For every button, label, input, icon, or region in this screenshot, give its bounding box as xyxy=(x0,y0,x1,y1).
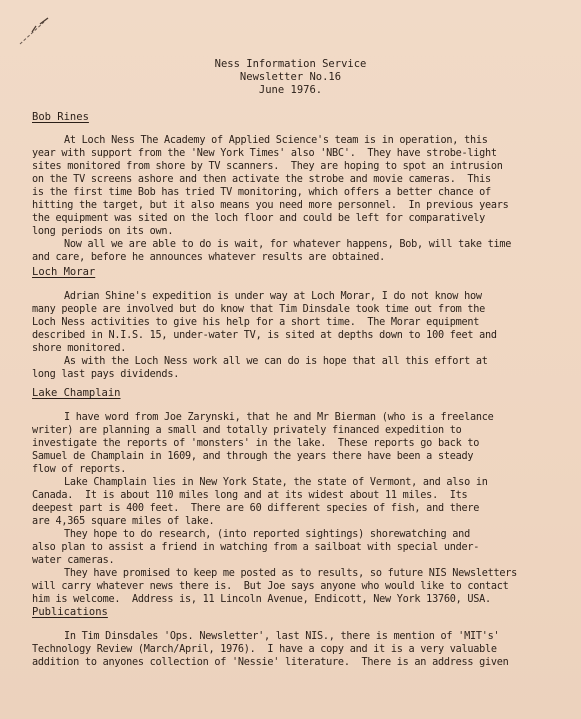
paragraph-line: Technology Review (March/April, 1976). I have a copy and it is a very valuable xyxy=(32,644,497,655)
paragraph-line: on the TV screens ashore and then activate the strobe and movie cameras. This xyxy=(32,174,491,185)
paragraph-line: long periods on its own. xyxy=(32,226,174,237)
masthead-date: June 1976. xyxy=(258,84,323,96)
paragraph-line: and care, before he announces whatever results are obtained. xyxy=(32,252,386,263)
section-heading-loch-morar: Loch Morar xyxy=(32,266,96,278)
paragraph-line: him is welcome. Address is, 11 Lincoln Avenue, Endicott, New York 13760, USA. xyxy=(32,594,491,605)
paragraph-line: Adrian Shine's expedition is under way at Loch Morar, I do not know how xyxy=(64,291,482,302)
paragraph-line: long last pays dividends. xyxy=(32,369,180,380)
paragraph-line: is the first time Bob has tried TV monitoring, which offers a better chance of xyxy=(32,187,491,198)
paragraph-line: are 4,365 square miles of lake. xyxy=(32,516,215,527)
paragraph-line: They have promised to keep me posted as to results, so future NIS Newsletters xyxy=(64,568,518,579)
paragraph-line: flow of reports. xyxy=(32,464,127,475)
paragraph-line: Loch Ness activities to give his help for a short time. The Morar equipment xyxy=(32,317,480,328)
masthead-title: Ness Information Service xyxy=(214,58,367,70)
paragraph-line: investigate the reports of 'monsters' in the lake. These reports go back to xyxy=(32,438,480,449)
paragraph-line: writer) are planning a small and totally privately financed expedition to xyxy=(32,425,462,436)
paragraph-line: will carry whatever news there is. But Joe says anyone who would like to contact xyxy=(32,581,509,592)
paragraph-line: Lake Champlain lies in New York State, the state of Vermont, and also in xyxy=(64,477,488,488)
pencil-mark-icon xyxy=(14,14,54,50)
paragraph-line: At Loch Ness The Academy of Applied Science's team is in operation, this xyxy=(64,135,488,146)
paragraph-line: In Tim Dinsdales 'Ops. Newsletter', last NIS., there is mention of 'MIT's' xyxy=(64,631,500,642)
paragraph-line: year with support from the 'New York Times' also 'NBC'. They have strobe-light xyxy=(32,148,497,159)
section-heading-bob-rines: Bob Rines xyxy=(32,111,89,123)
paragraph-line: shore monitored. xyxy=(32,343,127,354)
paragraph-line: many people are involved but do know that Tim Dinsdale took time out from the xyxy=(32,304,486,315)
paragraph-line: hitting the target, but it also means you need more personnel. In previous years xyxy=(32,200,509,211)
paragraph-line: Samuel de Champlain in 1609, and through the years there have been a steady xyxy=(32,451,474,462)
paragraph-line: water cameras. xyxy=(32,555,115,566)
section-heading-publications: Publications xyxy=(32,606,108,618)
paragraph-line: addition to anyones collection of 'Nessie' literature. There is an address given xyxy=(32,657,509,668)
paragraph-line: As with the Loch Ness work all we can do is hope that all this effort at xyxy=(64,356,488,367)
paragraph-line: described in N.I.S. 15, under-water TV, is sited at depths down to 100 feet and xyxy=(32,330,497,341)
paragraph-line: sites monitored from shore by TV scanners. They are hoping to spot an intrusion xyxy=(32,161,503,172)
section-heading-lake-champlain: Lake Champlain xyxy=(32,387,121,399)
paragraph-line: deepest part is 400 feet. There are 60 different species of fish, and there xyxy=(32,503,480,514)
masthead-newsletter-number: Newsletter No.16 xyxy=(239,71,342,83)
paragraph-line: I have word from Joe Zarynski, that he and Mr Bierman (who is a freelance xyxy=(64,412,494,423)
paragraph-line: Canada. It is about 110 miles long and at its widest about 11 miles. Its xyxy=(32,490,468,501)
paragraph-line: the equipment was sited on the loch floor and could be left for comparatively xyxy=(32,213,486,224)
paragraph-line: Now all we are able to do is wait, for whatever happens, Bob, will take time xyxy=(64,239,512,250)
paragraph-line: also plan to assist a friend in watching from a sailboat with special under- xyxy=(32,542,480,553)
paragraph-line: They hope to do research, (into reported sightings) shorewatching and xyxy=(64,529,470,540)
